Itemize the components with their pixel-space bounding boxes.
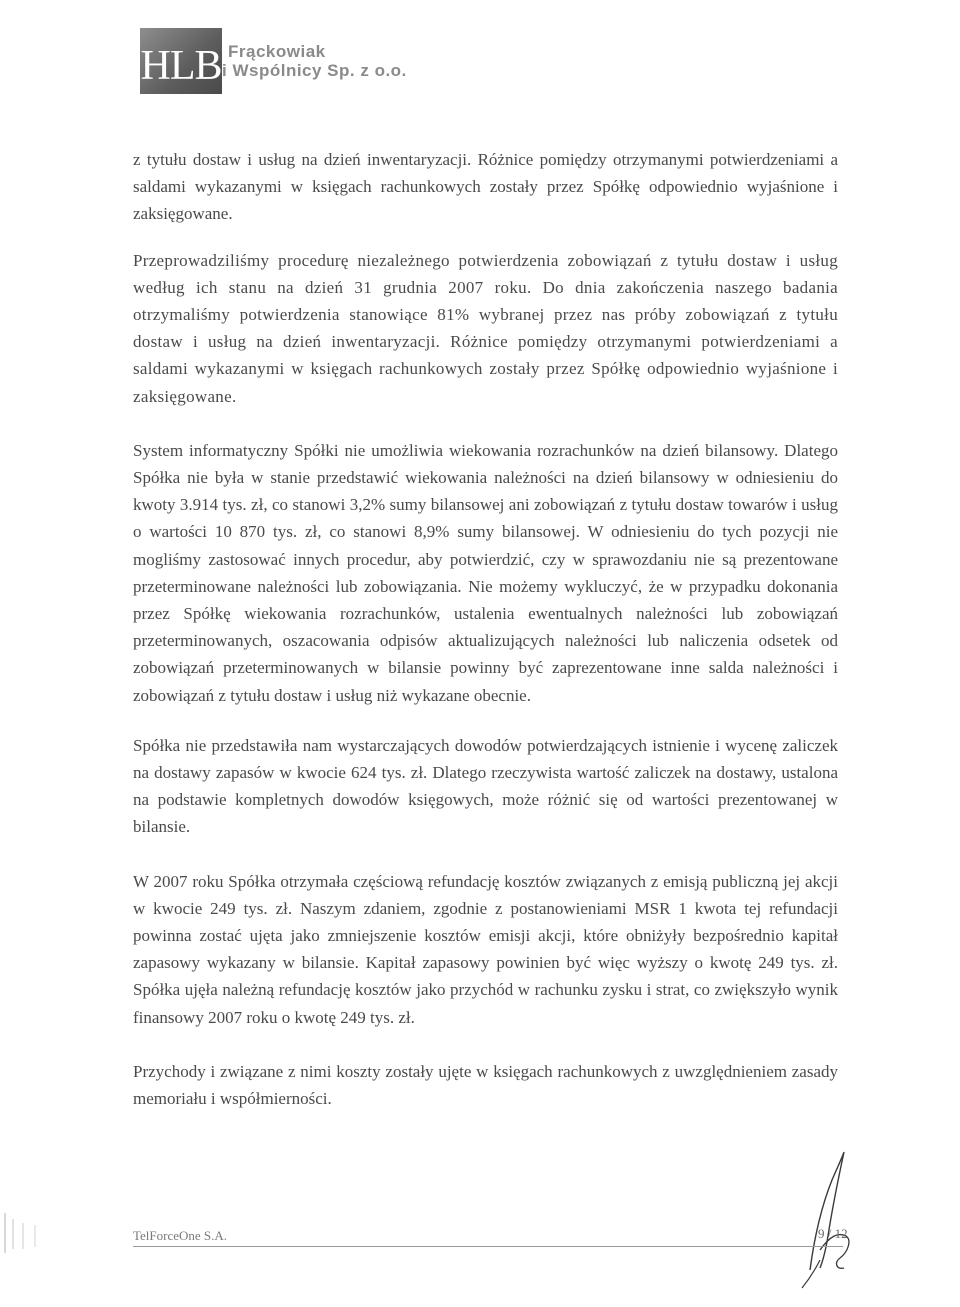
footer-divider xyxy=(133,1246,843,1247)
handwritten-signature xyxy=(780,1140,870,1290)
paragraph-5: W 2007 roku Spółka otrzymała częściową refundację kosztów związanych z emisją publiczną jej akcji w kwocie 249 tys. zł. Naszym zdaniem, zgodnie z postanowieniami MSR 1 kwota tej refundacji powinna zostać ujęta jako zmniejszenie kosztów emisji akcji, które obniżyły bezpośrednio kapitał zapasowy wykazany w bilansie. Kapitał zapasowy powinien być więc wyższy o kwotę 249 tys. zł. Spółka ujęła należną refundację kosztów jako przychód w rachunku zysku i strat, co zwiększyło wynik finansowy 2007 roku o kwotę 249 tys. zł. xyxy=(133,871,838,1027)
paragraph-4: Spółka nie przedstawiła nam wystarczających dowodów potwierdzających istnienie i wycenę zaliczek na dostawy zapasów w kwocie 624 tys. zł. Dlatego rzeczywista wartość zaliczek na dostawy, ustalona na podstawie kompletnych dowodów księgowych, może różnić się od wartości prezentowanej w bilansie. xyxy=(133,735,838,837)
paragraph-1: z tytułu dostaw i usług na dzień inwentaryzacji. Różnice pomiędzy otrzymanymi potwierdzeniami a saldami wykazanymi w księgach rachunkowych zostały przez Spółkę odpowiednio wyjaśnione i zaksięgowane. xyxy=(133,150,838,224)
document-body xyxy=(133,146,838,1112)
logo-company-line2: i Wspólnicy Sp. z o.o. xyxy=(222,61,407,80)
company-logo xyxy=(140,28,407,94)
paragraph-3: System informatyczny Spółki nie umożliwia wiekowania rozrachunków na dzień bilansowy. Dlatego Spółka nie była w stanie przedstawić wiekowania należności na dzień bilansowy w odniesieniu do kwoty 3.914 tys. zł, co stanowi 3,2% sumy bilansowej ani zobowiązań z tytułu dostaw towarów i usług o wartości 10 870 tys. zł, co stanowi 8,9% sumy bilansowej. W odniesieniu do tych pozycji nie mogliśmy zastosować innych procedur, aby potwierdzić, czy w sprawozdaniu nie są prezentowane przeterminowane należności lub zobowiązania. Nie możemy wykluczyć, że w przypadku dokonania przez Spółkę wiekowania rozrachunków, ustalenia ewentualnych należności lub zobowiązań przeterminowanych, oszacowania odpisów aktualizujących należności lub naliczenia odsetek od zobowiązań przeterminowanych w bilansie powinny być zaprezentowane inne salda należności i zobowiązań z tytułu dostaw i usług niż wykazane obecnie. xyxy=(133,440,838,705)
scan-edge-marks xyxy=(0,1205,60,1265)
logo-company-name xyxy=(222,28,407,94)
logo-company-line1: Frąckowiak xyxy=(228,42,326,61)
footer-page-number: 9 / 12 xyxy=(818,1226,848,1241)
paragraph-6: Przychody i związane z nimi koszty zostały ujęte w księgach rachunkowych z uwzględnieniem zasady memoriału i współmierności. xyxy=(133,1061,838,1109)
logo-mark: HLB xyxy=(140,28,222,94)
paragraph-2: Przeprowadziliśmy procedurę niezależnego potwierdzenia zobowiązań z tytułu dostaw i usług według ich stanu na dzień 31 grudnia 2007 roku. Do dnia zakończenia naszego badania otrzymaliśmy potwierdzenia stanowiące 81% wybranej przez nas próby zobowiązań z tytułu dostaw i usług na dzień inwentaryzacji. Różnice pomiędzy otrzymanymi potwierdzeniami a saldami wykazanymi w księgach rachunkowych zostały przez Spółkę odpowiednio wyjaśnione i zaksięgowane. xyxy=(133,250,838,406)
footer-company-name: TelForceOne S.A. xyxy=(133,1228,228,1243)
